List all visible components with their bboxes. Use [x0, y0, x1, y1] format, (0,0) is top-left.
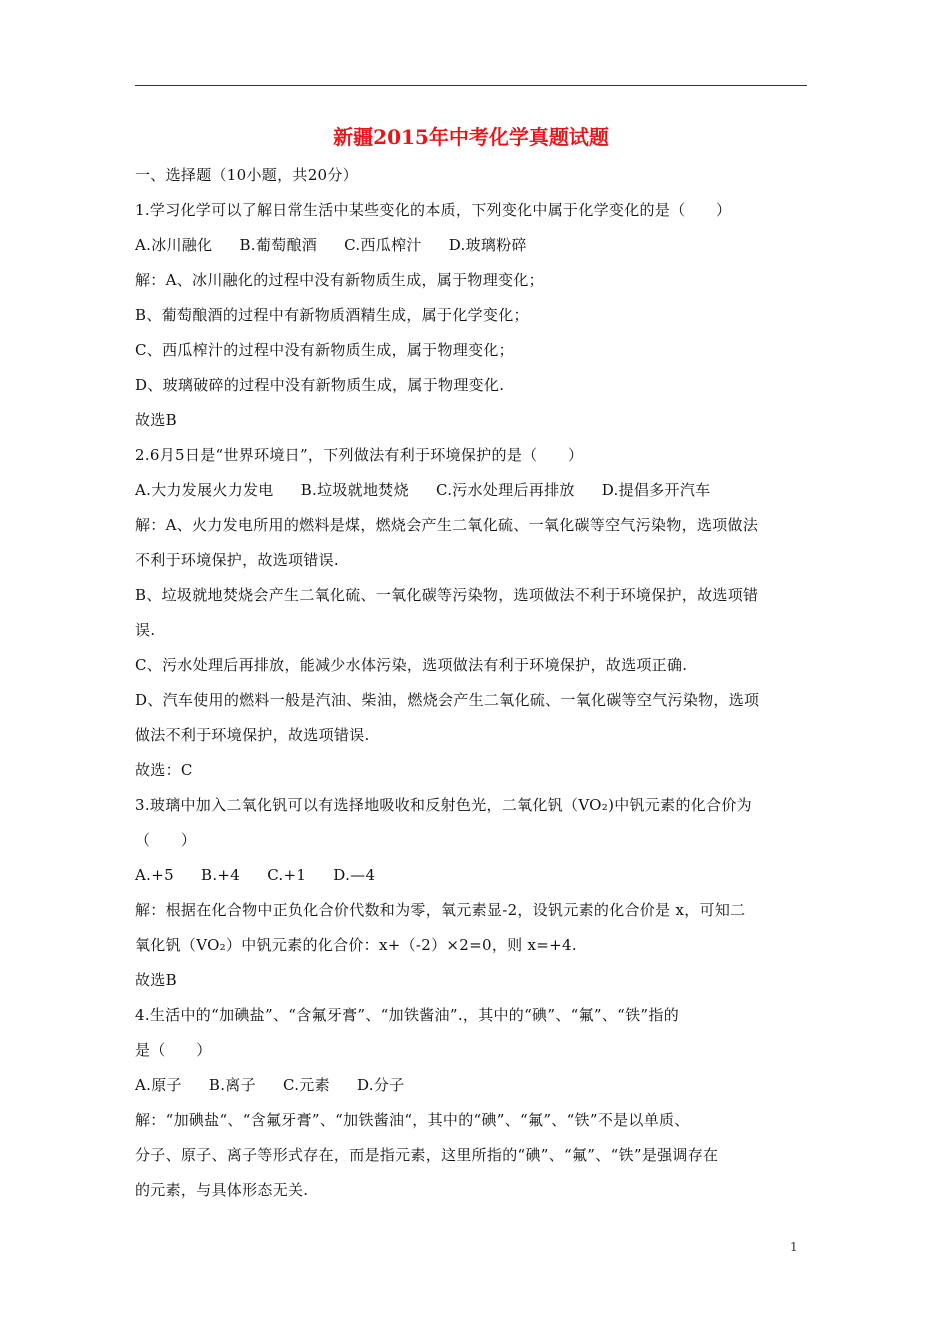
q2-option-a: A.大力发展火力发电: [135, 481, 274, 499]
document-body: [135, 158, 810, 1208]
q2-solution-line: C、污水处理后再排放，能减少水体污染，选项做法有利于环境保护，故选项正确.: [135, 656, 688, 674]
q3-options: [135, 858, 810, 893]
q2-option-c: C.污水处理后再排放: [435, 481, 575, 499]
q2-stem: 2.6月5日是“世界环境日”，下列做法有利于环境保护的是（ ）: [135, 446, 584, 464]
q2-solution-line: 做法不利于环境保护，故选项错误.: [135, 726, 370, 744]
q2-solution-line: D、汽车使用的燃料一般是汽油、柴油，燃烧会产生二氧化硫、一氧化碳等空气污染物，选项: [135, 691, 760, 709]
page-title: 新疆2015年中考化学真题试题: [333, 125, 609, 149]
q3-answer: 故选B: [135, 971, 177, 989]
section-heading: 一、选择题（10小题，共20分）: [135, 166, 358, 184]
q1-options: [135, 228, 810, 263]
q3-option-b: B.+4: [201, 866, 241, 884]
q2-option-d: D.提倡多开汽车: [601, 481, 711, 499]
q2-options: [135, 473, 810, 508]
q1-stem: 1.学习化学可以了解日常生活中某些变化的本质，下列变化中属于化学变化的是（ ）: [135, 201, 732, 219]
q4-solution-line: 的元素，与具体形态无关.: [135, 1181, 309, 1199]
page-number: 1: [790, 1240, 798, 1254]
q1-option-c: C.西瓜榨汁: [344, 236, 422, 254]
q2-solution-line: B、垃圾就地焚烧会产生二氧化硫、一氧化碳等污染物，选项做法不利于环境保护，故选项错: [135, 586, 759, 604]
q4-solution-line: 分子、原子、离子等形式存在，而是指元素，这里所指的“碘”、“氟”、“铁”是强调存在: [135, 1146, 719, 1164]
q2-option-b: B.垃圾就地焚烧: [300, 481, 409, 499]
q1-solution-line: 解：A、冰川融化的过程中没有新物质生成，属于物理变化；: [135, 271, 544, 289]
q1-option-b: B.葡萄酿酒: [239, 236, 318, 254]
q3-stem-cont: （ ）: [135, 831, 197, 849]
q4-stem-cont: 是（ ）: [135, 1041, 212, 1059]
header-rule: [135, 85, 807, 86]
q2-solution-line: 不利于环境保护，故选项错误.: [135, 551, 339, 569]
q4-option-b: B.离子: [208, 1076, 256, 1094]
q3-stem: 3.玻璃中加入二氧化钒可以有选择地吸收和反射色光，二氧化钒（VO₂)中钒元素的化合价为: [135, 796, 752, 814]
q4-option-c: C.元素: [282, 1076, 330, 1094]
q1-answer: 故选B: [135, 411, 177, 429]
q1-solution-line: B、葡萄酿酒的过程中有新物质酒精生成，属于化学变化；: [135, 306, 529, 324]
q4-stem: 4.生活中的“加碘盐”、“含氟牙膏”、“加铁酱油”.，其中的“碘”、“氟”、“铁”指的: [135, 1006, 680, 1024]
q2-solution-line: 解：A、火力发电所用的燃料是煤，燃烧会产生二氧化硫、一氧化碳等空气污染物，选项做法: [135, 516, 759, 534]
q4-solution-line: 解：“加碘盐“、“含氟牙膏”、“加铁酱油“，其中的“碘”、“氟”、“铁”不是以单质、: [135, 1111, 690, 1129]
q4-options: [135, 1068, 810, 1103]
q3-option-c: C.+1: [267, 866, 307, 884]
q1-option-d: D.玻璃粉碎: [448, 236, 527, 254]
q3-option-d: D.—4: [333, 866, 376, 884]
q3-option-a: A.+5: [135, 866, 174, 884]
q1-solution-line: D、玻璃破碎的过程中没有新物质生成，属于物理变化.: [135, 376, 505, 394]
q2-answer: 故选：C: [135, 761, 193, 779]
q1-solution-line: C、西瓜榨汁的过程中没有新物质生成，属于物理变化；: [135, 341, 514, 359]
q4-option-d: D.分子: [356, 1076, 405, 1094]
q2-solution-line: 误.: [135, 621, 156, 639]
q1-option-a: A.冰川融化: [135, 236, 213, 254]
q3-solution-line: 氧化钒（VO₂）中钒元素的化合价：x+（-2）×2=0，则 x=+4.: [135, 936, 577, 954]
q3-solution-line: 解：根据在化合物中正负化合价代数和为零，氧元素显-2，设钒元素的化合价是 x，可知二: [135, 901, 746, 919]
q4-option-a: A.原子: [135, 1076, 182, 1094]
